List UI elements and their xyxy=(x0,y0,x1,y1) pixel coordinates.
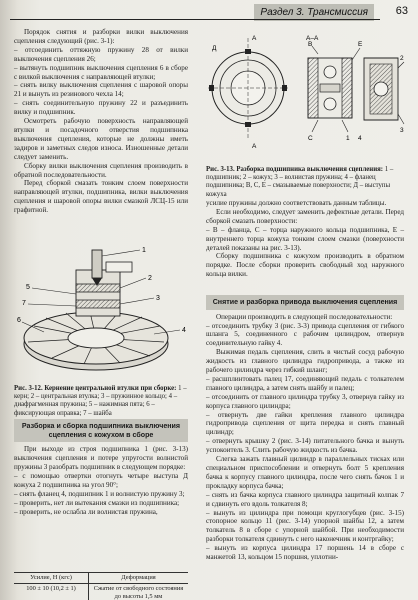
fig12-num-4: 4 xyxy=(182,327,186,334)
paragraph: Перед сборкой смазать тонким слоем поверхности направляющей втулки, подшипника, вилки выключения сцепления и шаровой опоры вилки смазкой ЛСЦ-15 или графитной. xyxy=(14,179,188,215)
fig13-label-d: Д xyxy=(212,45,217,52)
list-item: – снять из бачка корпуса главного цилиндра защитный колпак 7 и сдвинуть его вдоль толкателя 8; xyxy=(206,490,404,508)
figure-3-12-caption xyxy=(14,385,188,418)
fig13-num-3: 3 xyxy=(400,127,404,134)
page-header xyxy=(0,0,418,24)
list-item: – снять фланец 4, подшипник 1 и волнистую пружину 3; xyxy=(14,489,185,498)
paragraph: Выжимая педаль сцепления, слить в чистый сосуд рабочую жидкость из главного цилиндра гидропривода, а также из рабочего цилиндра через гибкий шланг; xyxy=(206,348,404,375)
paragraph: Операции производить в следующей последовательности: xyxy=(216,312,393,321)
fig12-num-6: 6 xyxy=(17,317,21,324)
paragraph: Порядок снятия и разборки вилки выключения сцепления следующий (рис. 3-1): xyxy=(14,28,188,45)
fig13-label-a: А xyxy=(252,35,257,42)
central-sleeve xyxy=(76,284,120,292)
table-cell: 100 ± 10 (10,2 ± 1) xyxy=(14,584,89,600)
list-item: – отсоединить от главного цилиндра трубку 3, отвернув гайку из корпуса главного цилиндра; xyxy=(206,392,404,410)
header-rule xyxy=(10,19,380,20)
fig12-num-2: 2 xyxy=(148,275,152,282)
list-item: – вытянуть подшипник выключения сцепления 6 в сборе с вилкой выключения с направляющей втулки; xyxy=(14,63,188,81)
fig12-num-3: 3 xyxy=(156,295,160,302)
paragraph: усилие пружины должно соответствовать данным таблицы. xyxy=(206,199,387,207)
fig13-label-e: Е xyxy=(358,41,363,48)
list-item: – проверить, нет ли вытекания смазки из подшипника; xyxy=(14,498,180,507)
list-item: – вынуть из цилиндра при помощи круглогубцев (рис. 3-15) стопорное кольцо 11 (рис. 3-14) упорной шайбы 12, а затем толкатель 8 в сборе с упорной шайбой. При необходимости разборки толкателя сдвинуть с него наконечник и контргайку; xyxy=(206,508,404,544)
figure-3-12-drawing xyxy=(14,242,192,382)
list-item: – расшплинтовать палец 17, соединяющий педаль с толкателем главного цилиндра, а затем снять шайбу и палец; xyxy=(206,374,404,392)
fig13-label-c: С xyxy=(308,135,313,142)
list-item: – В – фланца, С – торца наружного кольца подшипника, Е – внутреннего торца кожуха тонким слоем смазки (поверхности деталей показаны на рис. 3-13). xyxy=(206,225,404,252)
figure-3-13-caption xyxy=(206,166,404,199)
table-header-row xyxy=(14,573,188,584)
list-item: – с помощью отвертки отогнуть четыре выступа Д кожуха 2 подшипника на угол 90°; xyxy=(14,471,188,489)
right-column-bottom xyxy=(206,292,404,562)
fig12-num-7: 7 xyxy=(22,300,26,307)
fig12-num-5: 5 xyxy=(26,284,30,291)
list-item: – отвернуть крышку 2 (рис. 3-14) питательного бачка и вынуть успокоитель 3. Слить рабочую жидкость из бачка. xyxy=(206,437,404,455)
caption-body: 1 – подшипник; 2 – кожух; 3 – волнистая пружина; 4 – фланец подшипника; В, С, Е – смазываемые поверхности; Д – выступы кожуха xyxy=(206,166,394,198)
fig13-num-1: 1 xyxy=(346,135,350,142)
caption-body: 1 – керн; 2 – центральная втулка; 3 – пружинное кольцо; 4 – диафрагменная пружина; 5 – нажимная пята; 6 – фиксирующая оправка; 7 – шайба xyxy=(14,385,187,417)
left-column-top xyxy=(14,28,188,215)
table-header-cell: Усилие, Н (кгс) xyxy=(14,573,89,583)
list-item: – снять вилку выключения сцепления с шаровой опоры 21 и вынуть из резинового чехла 14; xyxy=(14,81,188,99)
paragraph: Слегка зажать главный цилиндр в параллельных тисках или специальном приспособлении и отвернуть болт 5 крепления бачка к корпусу главного цилиндра, после чего снять бачок 1 и прокладку корпуса бачка; xyxy=(206,455,404,490)
fig13-num-2: 2 xyxy=(400,55,404,62)
caption-label: Рис. 3-13. Разборка подшипника выключения сцепления: xyxy=(206,166,384,173)
section-title: Раздел 3. Трансмиссия xyxy=(254,4,374,21)
caption-label: Рис. 3-12. Кернение центральной втулки при сборке: xyxy=(14,385,177,392)
table-row xyxy=(14,584,188,600)
paragraph: Если необходимо, следует заменить дефектные детали. Перед сборкой смазать поверхности: xyxy=(206,207,404,225)
punch xyxy=(92,250,102,278)
paragraph: Сборку вилки выключения сцепления производить в обратной последовательности. xyxy=(14,161,188,179)
right-column-top xyxy=(206,199,404,279)
spring-force-table xyxy=(14,572,188,600)
paragraph: Осмотреть рабочую поверхность направляющей втулки и посадочного отверстия подшипника выключения сцепления, которые не должны иметь задиров и заметных следов износа. Изношенные детали следует заменить. xyxy=(14,117,188,161)
list-item: – отсоединить оттяжную пружину 28 от вилки выключения сцепления 26; xyxy=(14,45,188,63)
table-header-cell: Деформация xyxy=(121,574,156,581)
fig13-label-b: В xyxy=(308,41,313,48)
fig12-num-1: 1 xyxy=(142,247,146,254)
paragraph: Сборку подшипника с кожухом производить в обратном порядке. После сборки проверить свободный ход наружного кольца вилки. xyxy=(206,252,404,279)
fig13-num-4: 4 xyxy=(358,135,362,142)
table-cell: Сжатие от свободного состояния до высоты 1,5 мм xyxy=(93,584,184,600)
list-item: – вынуть из корпуса цилиндра 17 поршень 14 в сборе с манжетой 13, кольцом 15 поршня, уплотни- xyxy=(206,544,404,562)
list-item: – снять соединительную пружину 22 и разъединить вилку и подшипник. xyxy=(14,99,188,117)
left-column-bottom xyxy=(14,416,188,516)
section-heading-left: Разборка и сборка подшипника выключения сцепления с кожухом в сборе xyxy=(14,419,188,442)
section-heading-right: Снятие и разборка привода выключения сцепления xyxy=(206,295,404,310)
fig13-label-aa: А–А xyxy=(306,35,319,42)
figure-3-13-drawing xyxy=(208,28,406,158)
fig13-label-a: А xyxy=(252,143,257,150)
list-item: – отвернуть две гайки крепления главного цилиндра гидропривода сцепления от щита передка и снять главный цилиндр; xyxy=(206,410,404,437)
paragraph: При выходе из строя подшипника 1 (рис. 3-13) выключения сцепления и потере упругости волнистой пружины 3 разобрать подшипник в следующем порядке: xyxy=(14,445,188,471)
list-item: – отсоединить трубку 3 (рис. 3-3) привода сцепления от гибкого шланга 5, соединенного с рабочим цилиндром, отвернув соединительную гайку 4. xyxy=(206,321,404,348)
page-number: 63 xyxy=(395,5,408,17)
list-item: – проверить, не ослабла ли волнистая пружина, xyxy=(14,507,158,516)
